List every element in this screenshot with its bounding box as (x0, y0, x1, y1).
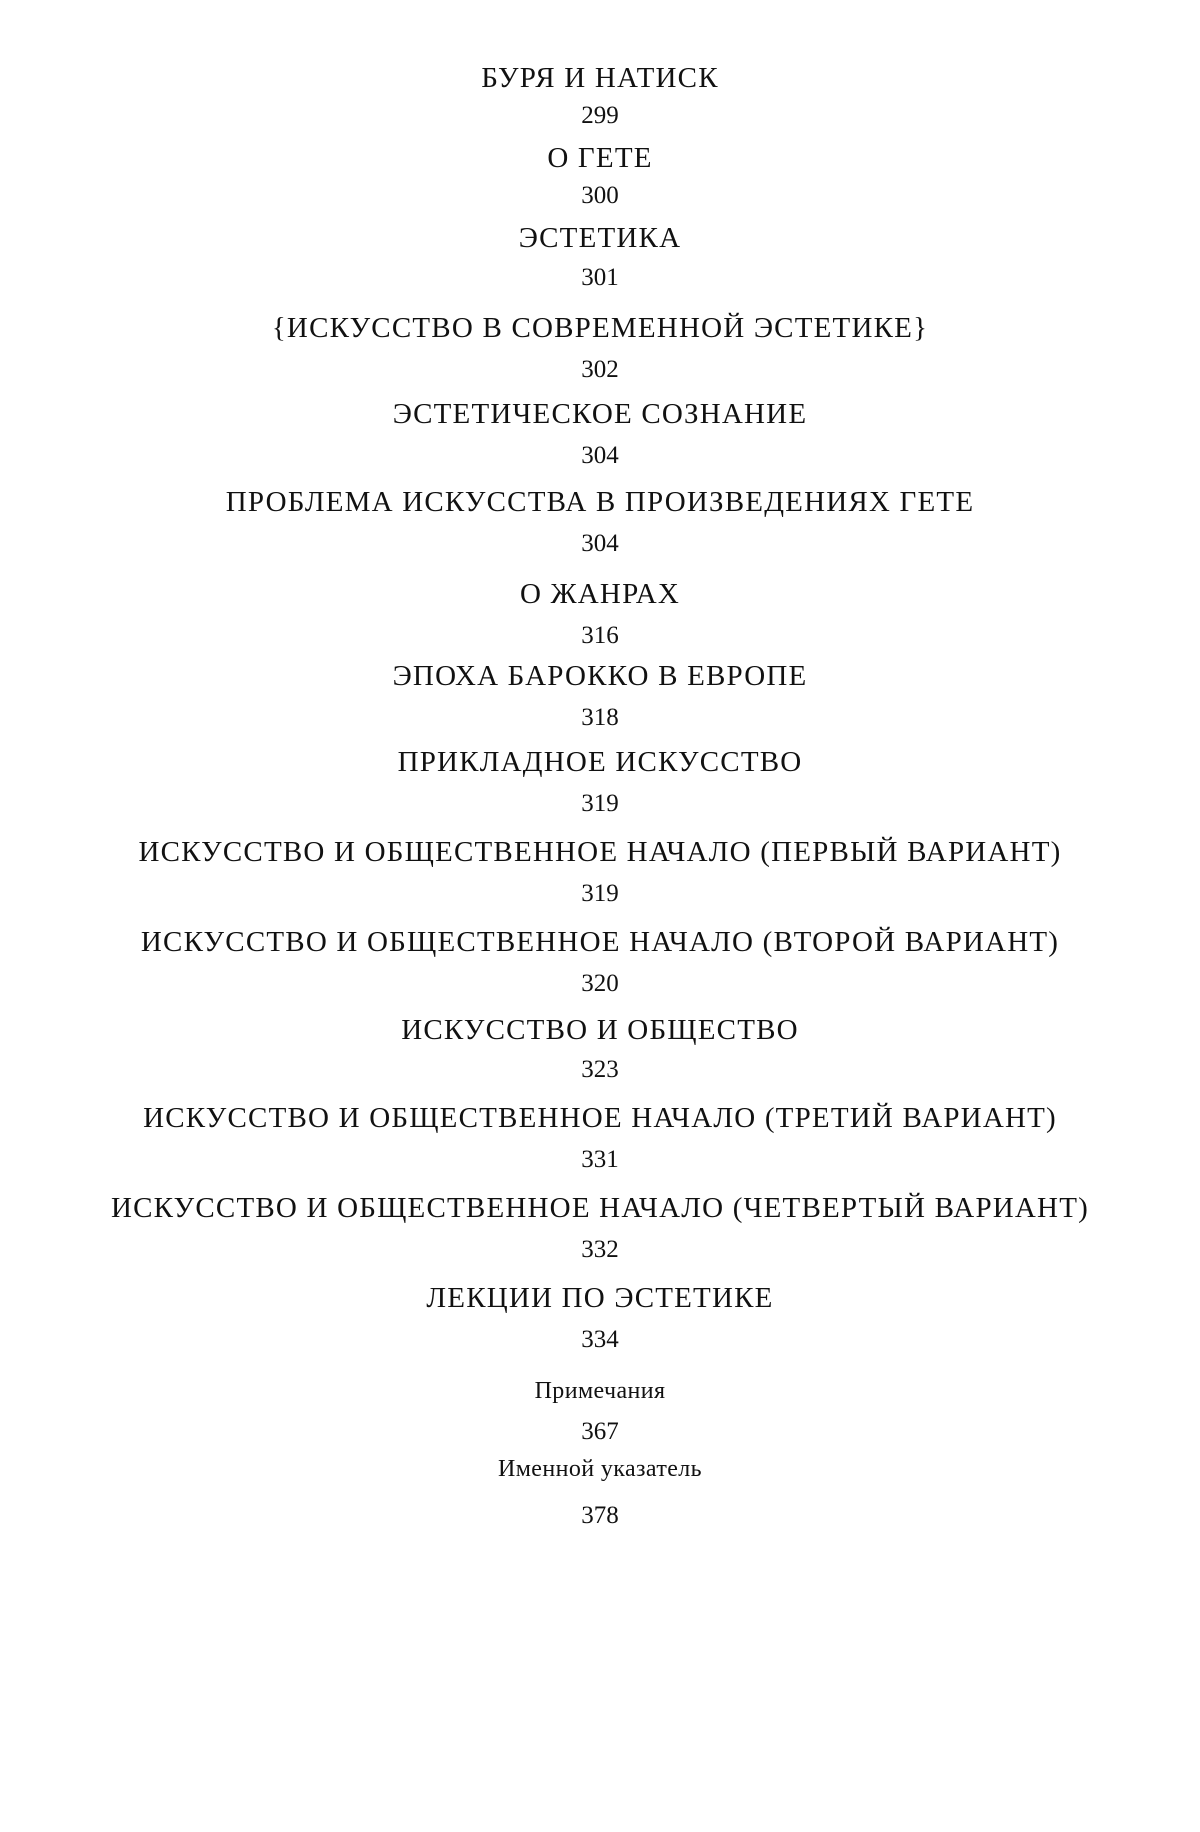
toc-entry-title: О ЖАНРАХ (520, 578, 680, 610)
toc-entry-page: 319 (581, 790, 619, 817)
toc-entry-title: О ГЕТЕ (547, 142, 653, 174)
toc-entry-title: {ИСКУССТВО В СОВРЕМЕННОЙ ЭСТЕТИКЕ} (271, 312, 929, 344)
toc-entry-title: ПРИКЛАДНОЕ ИСКУССТВО (397, 746, 803, 778)
toc-entry-page: 323 (581, 1056, 619, 1083)
toc-entry-page: 316 (581, 622, 619, 649)
toc-entry-title: ИСКУССТВО И ОБЩЕСТВЕННОЕ НАЧАЛО (ТРЕТИЙ ВАРИАНТ) (143, 1102, 1057, 1134)
toc-entry-page: 320 (581, 970, 619, 997)
toc-entry-page: 378 (581, 1502, 619, 1529)
toc-entry-title: БУРЯ И НАТИСК (481, 62, 719, 94)
toc-entry-title: ЭСТЕТИЧЕСКОЕ СОЗНАНИЕ (392, 398, 808, 430)
toc-entry-title: ЭСТЕТИКА (518, 222, 682, 254)
toc-entry-page: 334 (581, 1326, 619, 1353)
toc-entry-page: 301 (581, 264, 619, 291)
toc-entry-page: 367 (581, 1418, 619, 1445)
toc-entry-title: ЛЕКЦИИ ПО ЭСТЕТИКЕ (426, 1282, 774, 1314)
toc-entry-page: 304 (581, 442, 619, 469)
toc-entry-page: 331 (581, 1146, 619, 1173)
toc-entry-page: 318 (581, 704, 619, 731)
toc-entry-title: ИСКУССТВО И ОБЩЕСТВЕННОЕ НАЧАЛО (ПЕРВЫЙ ВАРИАНТ) (138, 836, 1062, 868)
toc-entry-title: ЭПОХА БАРОККО В ЕВРОПЕ (392, 660, 808, 692)
toc-entry-page: 332 (581, 1236, 619, 1263)
toc-entry-title: ИСКУССТВО И ОБЩЕСТВЕННОЕ НАЧАЛО (ВТОРОЙ ВАРИАНТ) (140, 926, 1060, 958)
toc-entry-title: Именной указатель (497, 1456, 703, 1482)
toc-entry-title: ИСКУССТВО И ОБЩЕСТВЕННОЕ НАЧАЛО (ЧЕТВЕРТЫЙ ВАРИАНТ) (111, 1192, 1089, 1224)
toc-entry-title: ИСКУССТВО И ОБЩЕСТВО (401, 1014, 799, 1046)
toc-entry-title: Примечания (534, 1378, 666, 1404)
toc-entry-page: 300 (581, 182, 619, 209)
toc-entry-page: 299 (581, 102, 619, 129)
toc-entry-page: 304 (581, 530, 619, 557)
toc-entry-page: 302 (581, 356, 619, 383)
toc-entry-title: ПРОБЛЕМА ИСКУССТВА В ПРОИЗВЕДЕНИЯХ ГЕТЕ (225, 486, 975, 518)
toc-entry-page: 319 (581, 880, 619, 907)
